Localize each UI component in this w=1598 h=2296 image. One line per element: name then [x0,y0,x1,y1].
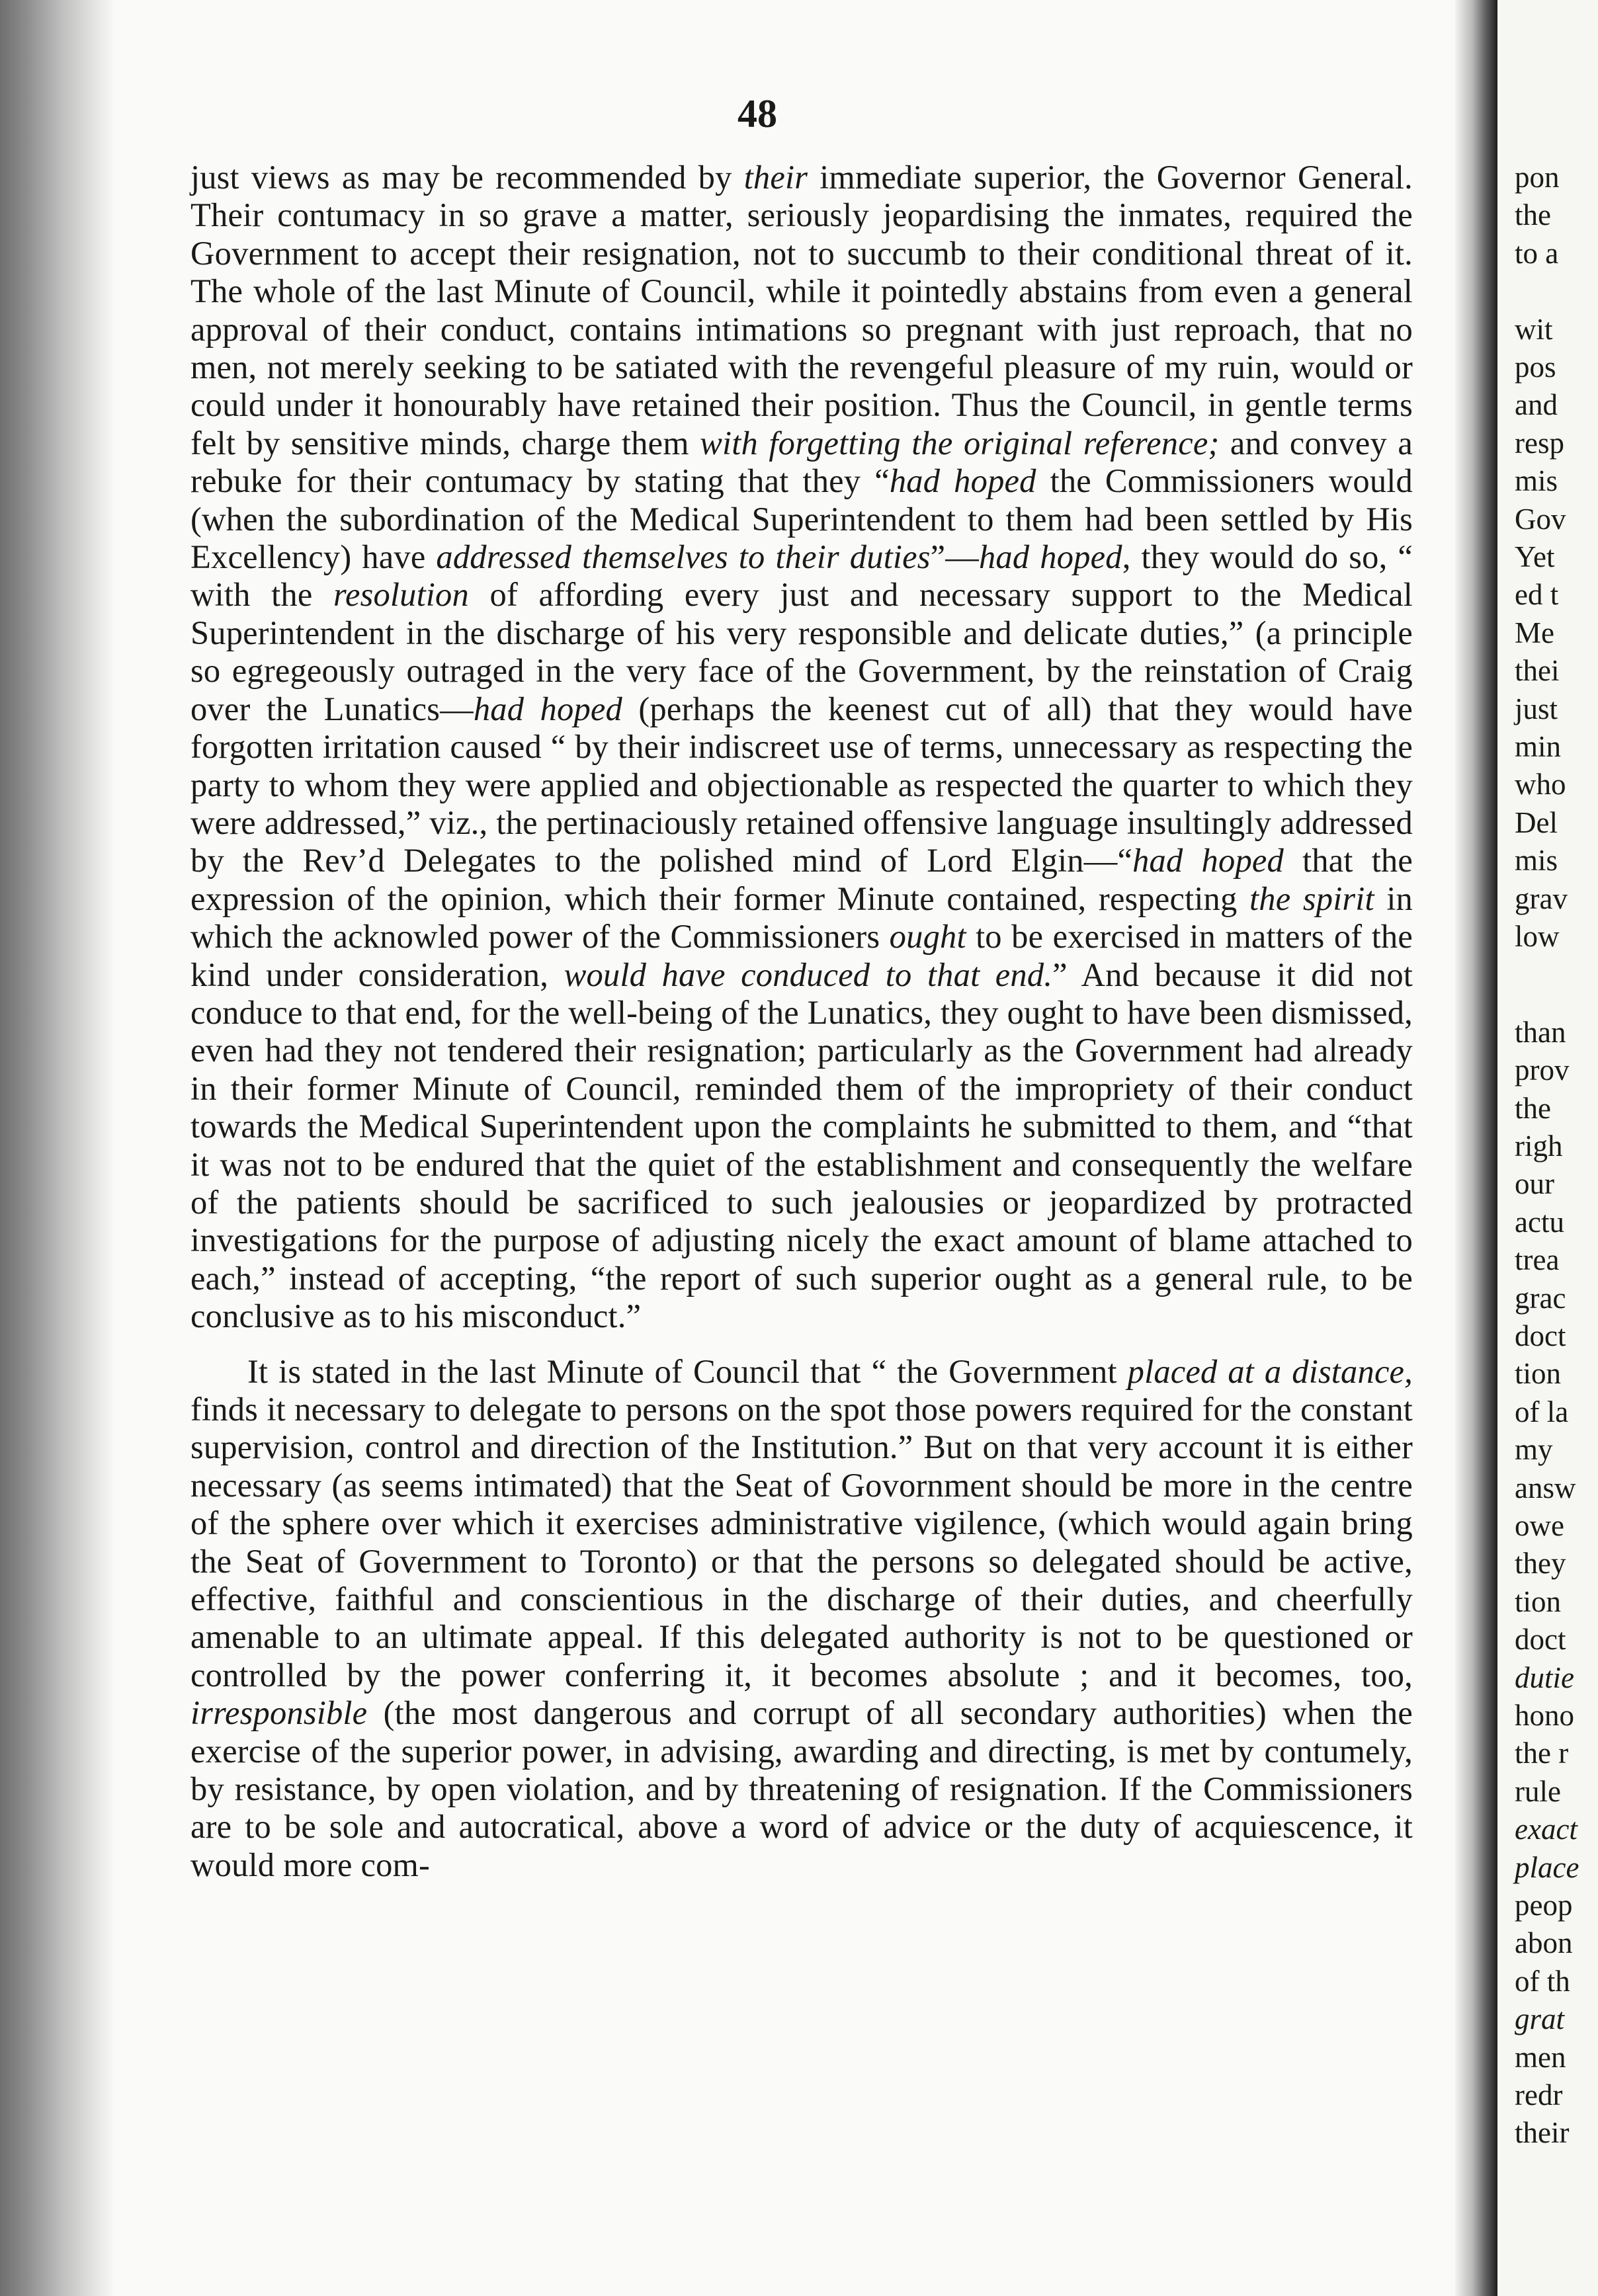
adjacent-page-fragment: just [1515,692,1558,725]
adjacent-page-fragment: men [1515,2040,1566,2074]
adjacent-page-fragment: wit [1515,312,1553,346]
italic-run: resolution [333,576,469,614]
paragraph-2 [190,1353,1413,1885]
italic-run: addressed themselves to their duties [436,538,931,576]
paragraph-1 [190,159,1413,1336]
adjacent-page-fragment: Del [1515,805,1558,839]
adjacent-page-fragment: grac [1515,1281,1566,1315]
adjacent-page-fragment: than [1515,1015,1566,1049]
text-run: finds it necessary to delegate to persons on the spot those powers required for the constant supervision, control and direction of the Institution.” But on that very account it is either necessary (as seems intimated) that the Seat of Govornment should be more in the centre of the sphere over which it exercises administrative vigilence, (which would again bring the Seat of Government to Toronto) or that the persons so delegated should be active, effective, faithful and conscientious in the discharge of their duties, and cheerfully amenable to an ultimate appeal. If this delegated authority is not to be questioned or controlled by the power conferring it, it becomes absolute ; and it becomes, too, [190,1391,1413,1694]
italic-run: had hoped [978,538,1122,576]
text-run: ”— [930,538,979,576]
text-run: in which the acknowled power of the Commissioners [190,880,1413,956]
italic-run: irresponsible [190,1694,368,1732]
adjacent-page-fragment: the [1515,1091,1551,1125]
adjacent-page-fragment: ed t [1515,578,1559,612]
italic-run: had hoped [889,462,1036,500]
text-run: (perhaps the keenest cut of all) that they would have forgotten irritation caused “ by their indiscreet use of terms, unnecessary as respecting the party to whom they were applied and objectionable as respected the quarter to which they were addressed,” viz., the pertinaciously retained offensive language insultingly addressed by the Rev’d Delegates to the polished mind of Lord Elgin—“ [190,690,1413,880]
text-run: to be exercised in matters of the kind under consideration, [190,918,1413,993]
adjacent-page-fragment: tion [1515,1584,1562,1618]
adjacent-page-fragment: the r [1515,1737,1569,1770]
adjacent-page-fragment: to a [1515,236,1559,270]
text-run: , they would do so, “ with the [190,538,1413,614]
adjacent-page-fragment: righ [1515,1129,1563,1163]
adjacent-page-fragment: resp [1515,426,1564,460]
adjacent-page-fragment: low [1515,920,1560,953]
adjacent-page-fragment: abon [1515,1926,1573,1960]
page-gutter-shadow [1455,0,1497,2296]
adjacent-page-fragment: trea [1515,1243,1560,1277]
italic-run: with forgetting the original reference; [700,424,1220,462]
adjacent-page-fragment: grav [1515,882,1568,915]
text-run: of affording every just and necessary support to the Medical Superintendent in the discharge of his very responsible and delicate duties,” (a principle so egregeously outraged in the very face of the Government, by the reinstation of Craig over the Lunatics— [190,576,1413,727]
adjacent-page-fragment: redr [1515,2078,1563,2112]
italic-run: ought [889,918,966,956]
adjacent-page-fragment: my [1515,1433,1553,1467]
adjacent-page-fragment: doct [1515,1623,1566,1657]
adjacent-page-fragment: their [1515,2116,1570,2150]
adjacent-page-fragment: dutie [1515,1660,1574,1694]
adjacent-page-fragment: mis [1515,464,1558,498]
text-run: just views as may be recommended by [190,159,744,196]
text-run: that the expression of the opinion, which their former Minute contained, respecting [190,842,1413,917]
adjacent-page-fragment: mis [1515,844,1558,878]
adjacent-page-fragment: Me [1515,616,1554,649]
text-run: It is stated in the last Minute of Council that “ the Government [247,1352,1128,1390]
page-body-text [190,159,1413,1884]
text-run: immediate superior, the Governor General. Their contumacy in so grave a matter, seriously jeopardising the inmates, required the Government to accept their resignation, not to succumb to their conditional threat of it. The whole of the last Minute of Council, while it pointedly abstains from even a general approval of their conduct, contains intimations so pregnant with just reproach, that no men, not merely seeking to be satiated with the revengeful pleasure of my ruin, would or could under it honourably have retained their position. Thus the Council, in gentle terms felt by sensitive minds, charge them [190,159,1413,462]
adjacent-page-fragment: the [1515,198,1551,232]
adjacent-page-fragment: and [1515,388,1558,422]
italic-run: the spirit [1249,880,1374,917]
text-run: ” And because it did not conduce to that end, for the well-being of the Lunatics, they ought to have been dismissed, even had they not tendered their resignation; particularly as the Government had already in their former Minute of Council, reminded them of the impropriety of their conduct towards the Medical Superintendent upon the complaints he submitted to them, and “that it was not to be endured that the quiet of the establishment and consequently the welfare of the patients should be sacrificed to such jealousies or jeopardized by protracted investigations for the purpose of adjusting nicely the exact amount of blame attached to each,” instead of accepting, “the report of such superior ought as a general rule, to be conclusive as to his misconduct.” [190,956,1413,1335]
adjacent-page-fragment: tion [1515,1357,1562,1391]
adjacent-page-fragment: who [1515,768,1566,801]
italic-run: had hoped [1132,842,1284,880]
adjacent-page-fragment: of la [1515,1395,1569,1428]
adjacent-page-fragment: pos [1515,350,1556,384]
text-run: (the most dangerous and corrupt of all secondary authorities) when the exercise of the superior power, in advising, awarding and directing, is met by contumely, by resistance, by open violation, and by threatening of resignation. If the Commissioners are to be sole and autocratical, above a word of advice or the duty of acquiescence, it would more com- [190,1694,1413,1883]
adjacent-page-fragment: pon [1515,161,1560,194]
adjacent-page-fragment: doct [1515,1319,1566,1352]
italic-run: would have conduced to that end. [564,956,1053,993]
italic-run: had hoped [473,690,622,727]
adjacent-page-fragment: answ [1515,1471,1576,1504]
adjacent-page-fragment: exact [1515,1813,1577,1846]
adjacent-page-fragment: they [1515,1547,1566,1580]
page-number: 48 [737,92,777,136]
adjacent-page-fragment: our [1515,1167,1554,1201]
adjacent-page-fragment: of th [1515,1964,1570,1998]
adjacent-page-fragment: actu [1515,1205,1564,1239]
adjacent-page-fragment: peop [1515,1889,1573,1922]
adjacent-page-fragment: rule [1515,1774,1561,1808]
adjacent-page-fragment: place [1515,1850,1579,1884]
adjacent-page-fragment: owe [1515,1509,1564,1542]
adjacent-page-fragment: Yet [1515,540,1555,573]
adjacent-page-edge [1497,0,1598,2296]
binding-edge [0,0,112,2296]
italic-run: placed at a distance, [1127,1352,1413,1390]
adjacent-page-fragment: thei [1515,654,1560,688]
adjacent-page-fragment: Gov [1515,502,1566,536]
text-run: and convey a rebuke for their contumacy by stating that they “ [190,424,1413,500]
italic-run: their [743,159,808,196]
text-run: the Commissioners would (when the subordination of the Medical Superintendent to them had been settled by His Excellency) have [190,462,1413,576]
adjacent-page-fragment: grat [1515,2002,1565,2036]
adjacent-page-fragment: prov [1515,1053,1570,1087]
adjacent-page-fragment: hono [1515,1699,1574,1732]
adjacent-page-fragment: min [1515,730,1562,763]
